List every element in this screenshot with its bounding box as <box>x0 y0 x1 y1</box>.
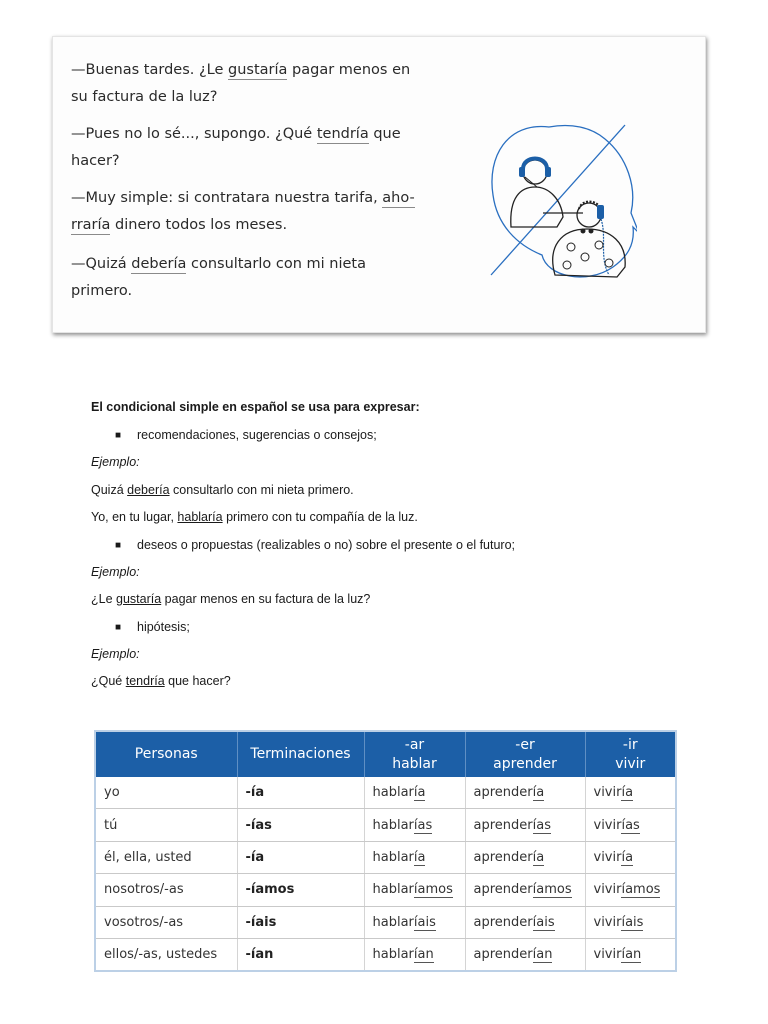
er-verb-cell: aprendería <box>465 777 585 809</box>
persona-cell: nosotros/-as <box>96 874 237 906</box>
ar-verb-cell: hablaríais <box>364 906 465 938</box>
bullet-recommendations: recomendaciones, sugerencias o consejos; <box>137 428 377 442</box>
ending-cell: -ía <box>237 777 364 809</box>
ending-cell: -ías <box>237 809 364 841</box>
persona-cell: ellos/-as, ustedes <box>96 938 237 970</box>
ending-cell: -íais <box>237 906 364 938</box>
example-label: Ejemplo: <box>91 565 140 579</box>
ending-cell: -ían <box>237 938 364 970</box>
header-personas: Personas <box>96 732 237 777</box>
table-row <box>96 906 675 938</box>
er-verb-cell: aprenderías <box>465 809 585 841</box>
table-header-row <box>96 732 675 777</box>
header-ar: -ar hablar <box>364 732 465 777</box>
conjugation-table <box>96 732 675 970</box>
bullet-wishes: deseos o propuestas (realizables o no) sobre el presente o el futuro; <box>137 538 516 552</box>
header-terminaciones: Terminaciones <box>237 732 364 777</box>
ending-cell: -íamos <box>237 874 364 906</box>
bullet-icon: ■ <box>115 430 122 441</box>
example-label: Ejemplo: <box>91 647 140 661</box>
ar-verb-cell: hablaría <box>364 777 465 809</box>
bullet-icon: ■ <box>115 540 122 551</box>
ir-verb-cell: vivirían <box>593 947 642 963</box>
ir-verb-cell: vivirías <box>585 809 675 841</box>
table-row <box>96 841 675 873</box>
er-verb-cell: aprendería <box>465 841 585 873</box>
example-sentence: Yo, en tu lugar, hablaría primero con tu compañía de la luz. <box>91 510 418 524</box>
persona-cell: yo <box>96 777 237 809</box>
dialogue-line-1: —Buenas tardes. ¿Le gustaría pagar menos en su factura de la luz? <box>71 62 411 105</box>
er-verb-cell: aprenderíamos <box>465 874 585 906</box>
example-sentence: ¿Le gustaría pagar menos en su factura de la luz? <box>91 592 371 606</box>
example-label: Ejemplo: <box>91 455 140 469</box>
ar-verb-cell: hablaría <box>364 841 465 873</box>
ar-verb-cell: hablarían <box>364 938 465 970</box>
dialogue-line-3: —Muy simple: si contratara nuestra tarifa, aho- rraría dinero todos los meses. <box>71 190 415 233</box>
table-row <box>96 938 675 970</box>
ir-verb-cell: viviría <box>585 777 675 809</box>
section-heading: El condicional simple en español se usa para expresar: <box>91 400 420 414</box>
header-er: -er aprender <box>465 732 585 777</box>
dialogue-line-2: —Pues no lo sé..., supongo. ¿Qué tendría que hacer? <box>71 126 401 169</box>
bullet-hypothesis: hipótesis; <box>137 620 190 634</box>
er-verb-cell: aprenderíais <box>465 906 585 938</box>
example-sentence: Quizá debería consultarlo con mi nieta primero. <box>91 483 354 497</box>
persona-cell: vosotros/-as <box>96 906 237 938</box>
ir-verb-cell: viviría <box>585 841 675 873</box>
phone-call-illustration <box>487 117 637 287</box>
bullet-icon: ■ <box>115 622 122 633</box>
table-row <box>96 874 675 906</box>
header-ir: -ir vivir <box>585 732 675 777</box>
table-row <box>96 777 675 809</box>
ar-verb-cell: hablarías <box>364 809 465 841</box>
table-row <box>96 809 675 841</box>
dialogue-line-4: —Quizá debería consultarlo con mi nieta primero. <box>71 256 366 299</box>
example-sentence: ¿Qué tendría que hacer? <box>91 674 231 688</box>
ending-cell: -ía <box>237 841 364 873</box>
er-verb-cell: aprenderían <box>465 938 585 970</box>
persona-cell: tú <box>96 809 237 841</box>
persona-cell: él, ella, usted <box>96 841 237 873</box>
dialogue-card <box>52 36 706 333</box>
ar-verb-cell: hablaríamos <box>364 874 465 906</box>
ir-verb-cell: viviríamos <box>585 874 675 906</box>
ir-verb-cell: viviríais <box>585 906 675 938</box>
